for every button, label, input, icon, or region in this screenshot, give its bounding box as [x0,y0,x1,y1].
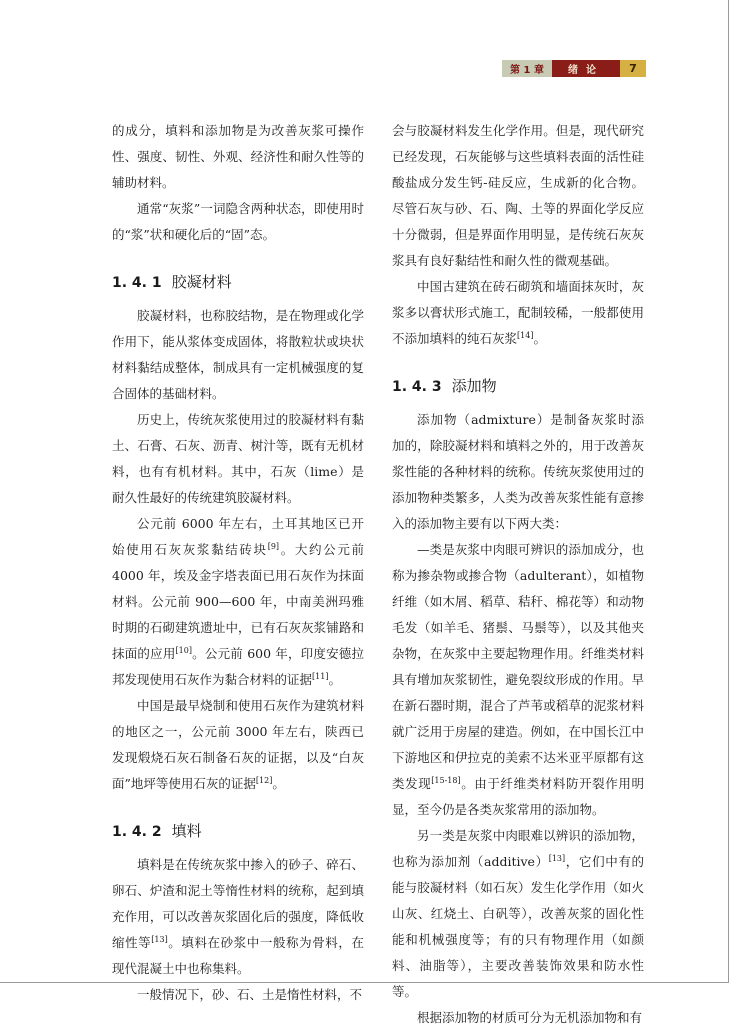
paragraph [392,274,644,352]
paragraph: 添加物（admixture）是制备灰浆时添加的，除胶凝材料和填料之外的，用于改善灰浆性能的各种材料的统称。传统灰浆使用过的添加物种类繁多，人类为改善灰浆性能有意掺入的添加物主要有以下两大类： [392,412,644,531]
text-run: 填料是在传统灰浆中掺入的砂子、碎石、卵石、炉渣和泥土等惰性材料的统称，起到填充作用，可以改善灰浆固化后的强度，降低收缩性等 [112,857,364,950]
paragraph: 一般情况下，砂、石、土是惰性材料，不 [137,987,363,1002]
text-run: ，它们中有的能与胶凝材料（如石灰）发生化学作用（如火山灰、红烧土、白矾等），改善灰浆的固化性能和机械强度等；有的只有物理作用（如颜料、油脂等），主要改善装饰效果和防水性等。 [392,854,644,999]
citation: [12] [255,775,273,785]
text-run: 另一类是灰浆中肉眼难以辨识的添加物，也称为添加剂（additive） [392,828,644,869]
paragraph: 通常“灰浆”一词隐含两种状态，即使用时的“浆”状和硬化后的“固”态。 [112,201,364,242]
paragraph [392,823,644,1005]
paragraph [112,852,364,982]
text-run: —类是灰浆中肉眼可辨识的添加成分，也称为掺杂物或掺合物（adulterant），如植物纤维（如木屑、稻草、秸秆、棉花等）和动物毛发（如羊毛、猪鬃、马鬃等），以及其他夹杂物，在灰浆中主要起物理作用。纤维类材料具有增加灰浆韧性，避免裂纹形成的作用。早在新石器时期，混合了芦苇或稻草的泥浆材料就广泛用于房屋的建造。例如，在中国长江中下游地区和伊拉克的美索不达米亚平原都有这类发现 [392,542,644,791]
text-run: 。 [272,776,285,791]
text-run: 。由于纤维类材料防开裂作用明显，至今仍是各类灰浆常用的添加物。 [392,776,644,817]
text-run: 。填料在砂浆中一般称为骨料，在现代混凝土中也称集料。 [112,935,364,976]
paragraph: 根据添加物的材质可分为无机添加物和有 [417,1010,643,1025]
paragraph: 历史上，传统灰浆使用过的胶凝材料有黏土、石膏、石灰、沥青、树汁等，既有无机材料，也有有机材料。其中，石灰（lime）是耐久性最好的传统建筑胶凝材料。 [112,412,364,505]
running-head [502,60,646,77]
section-heading-1-4-3 [392,372,644,401]
text-run: 中国古建筑在砖石砌筑和墙面抹灰时，灰浆多以膏状形式施工，配制较稀，一般都使用不添加填料的纯石灰浆 [392,279,644,346]
citation: [9] [267,541,280,551]
paragraph: 胶凝材料，也称胶结物，是在物理或化学作用下，能从浆体变成固体，将散粒状或块状材料黏结成整体，制成具有一定机械强度的复合固体的基础材料。 [112,308,364,401]
text-run: 。公元前 600 年，印度安德拉邦发现使用石灰作为黏合材料的证据 [112,646,364,687]
section-heading-1-4-1 [112,268,364,297]
text-run: 。 [328,672,341,687]
citation: [13] [151,934,168,944]
citation: [15-18] [431,775,461,785]
citation: [13] [548,853,566,863]
section-number: 1. 4. 2 [112,824,162,840]
chapter-label: 第 1 章 [502,60,552,77]
paragraph: 的成分，填料和添加物是为改善灰浆可操作性、强度、韧性、外观、经济性和耐久性等的辅助材料。 [112,123,364,190]
paragraph [392,537,644,823]
citation: [10] [175,645,192,655]
text-run: 中国是最早烧制和使用石灰作为建筑材料的地区之一，公元前 3000 年左右，陕西已发现煅烧石灰石制备石灰的证据，以及“白灰面”地坪等使用石灰的证据 [112,698,364,791]
citation: [14] [517,330,534,340]
section-title: 添加物 [451,377,497,395]
paragraph [112,693,364,797]
paragraph: 会与胶凝材料发生化学作用。但是，现代研究已经发现，石灰能够与这些填料表面的活性硅酸盐成分发生钙-硅反应，生成新的化合物。尽管石灰与砂、石、陶、土等的界面化学反应十分微弱，但是界面作用明显，是传统石灰灰浆具有良好黏结性和耐久性的微观基础。 [392,123,644,268]
section-heading-1-4-2 [112,817,364,846]
text-run: 。大约公元前 4000 年，埃及金字塔表面已用石灰作为抹面材料。公元前 900—600 年，中南美洲玛雅时期的石砌建筑遗址中，已有石灰灰浆铺路和抹面的应用 [112,542,364,661]
chapter-title: 绪论 [552,60,620,77]
left-column [112,118,364,1008]
citation: [11] [312,671,329,681]
section-title: 填料 [171,822,202,840]
section-title: 胶凝材料 [171,273,232,291]
text-run: 。 [533,331,546,346]
section-number: 1. 4. 1 [112,275,162,291]
text-run: 公元前 6000 年左右，土耳其地区已开始使用石灰灰浆黏结砖块 [112,516,364,557]
right-column [392,118,644,1031]
paragraph [112,511,364,693]
section-number: 1. 4. 3 [392,379,442,395]
page-number: 7 [620,60,646,77]
